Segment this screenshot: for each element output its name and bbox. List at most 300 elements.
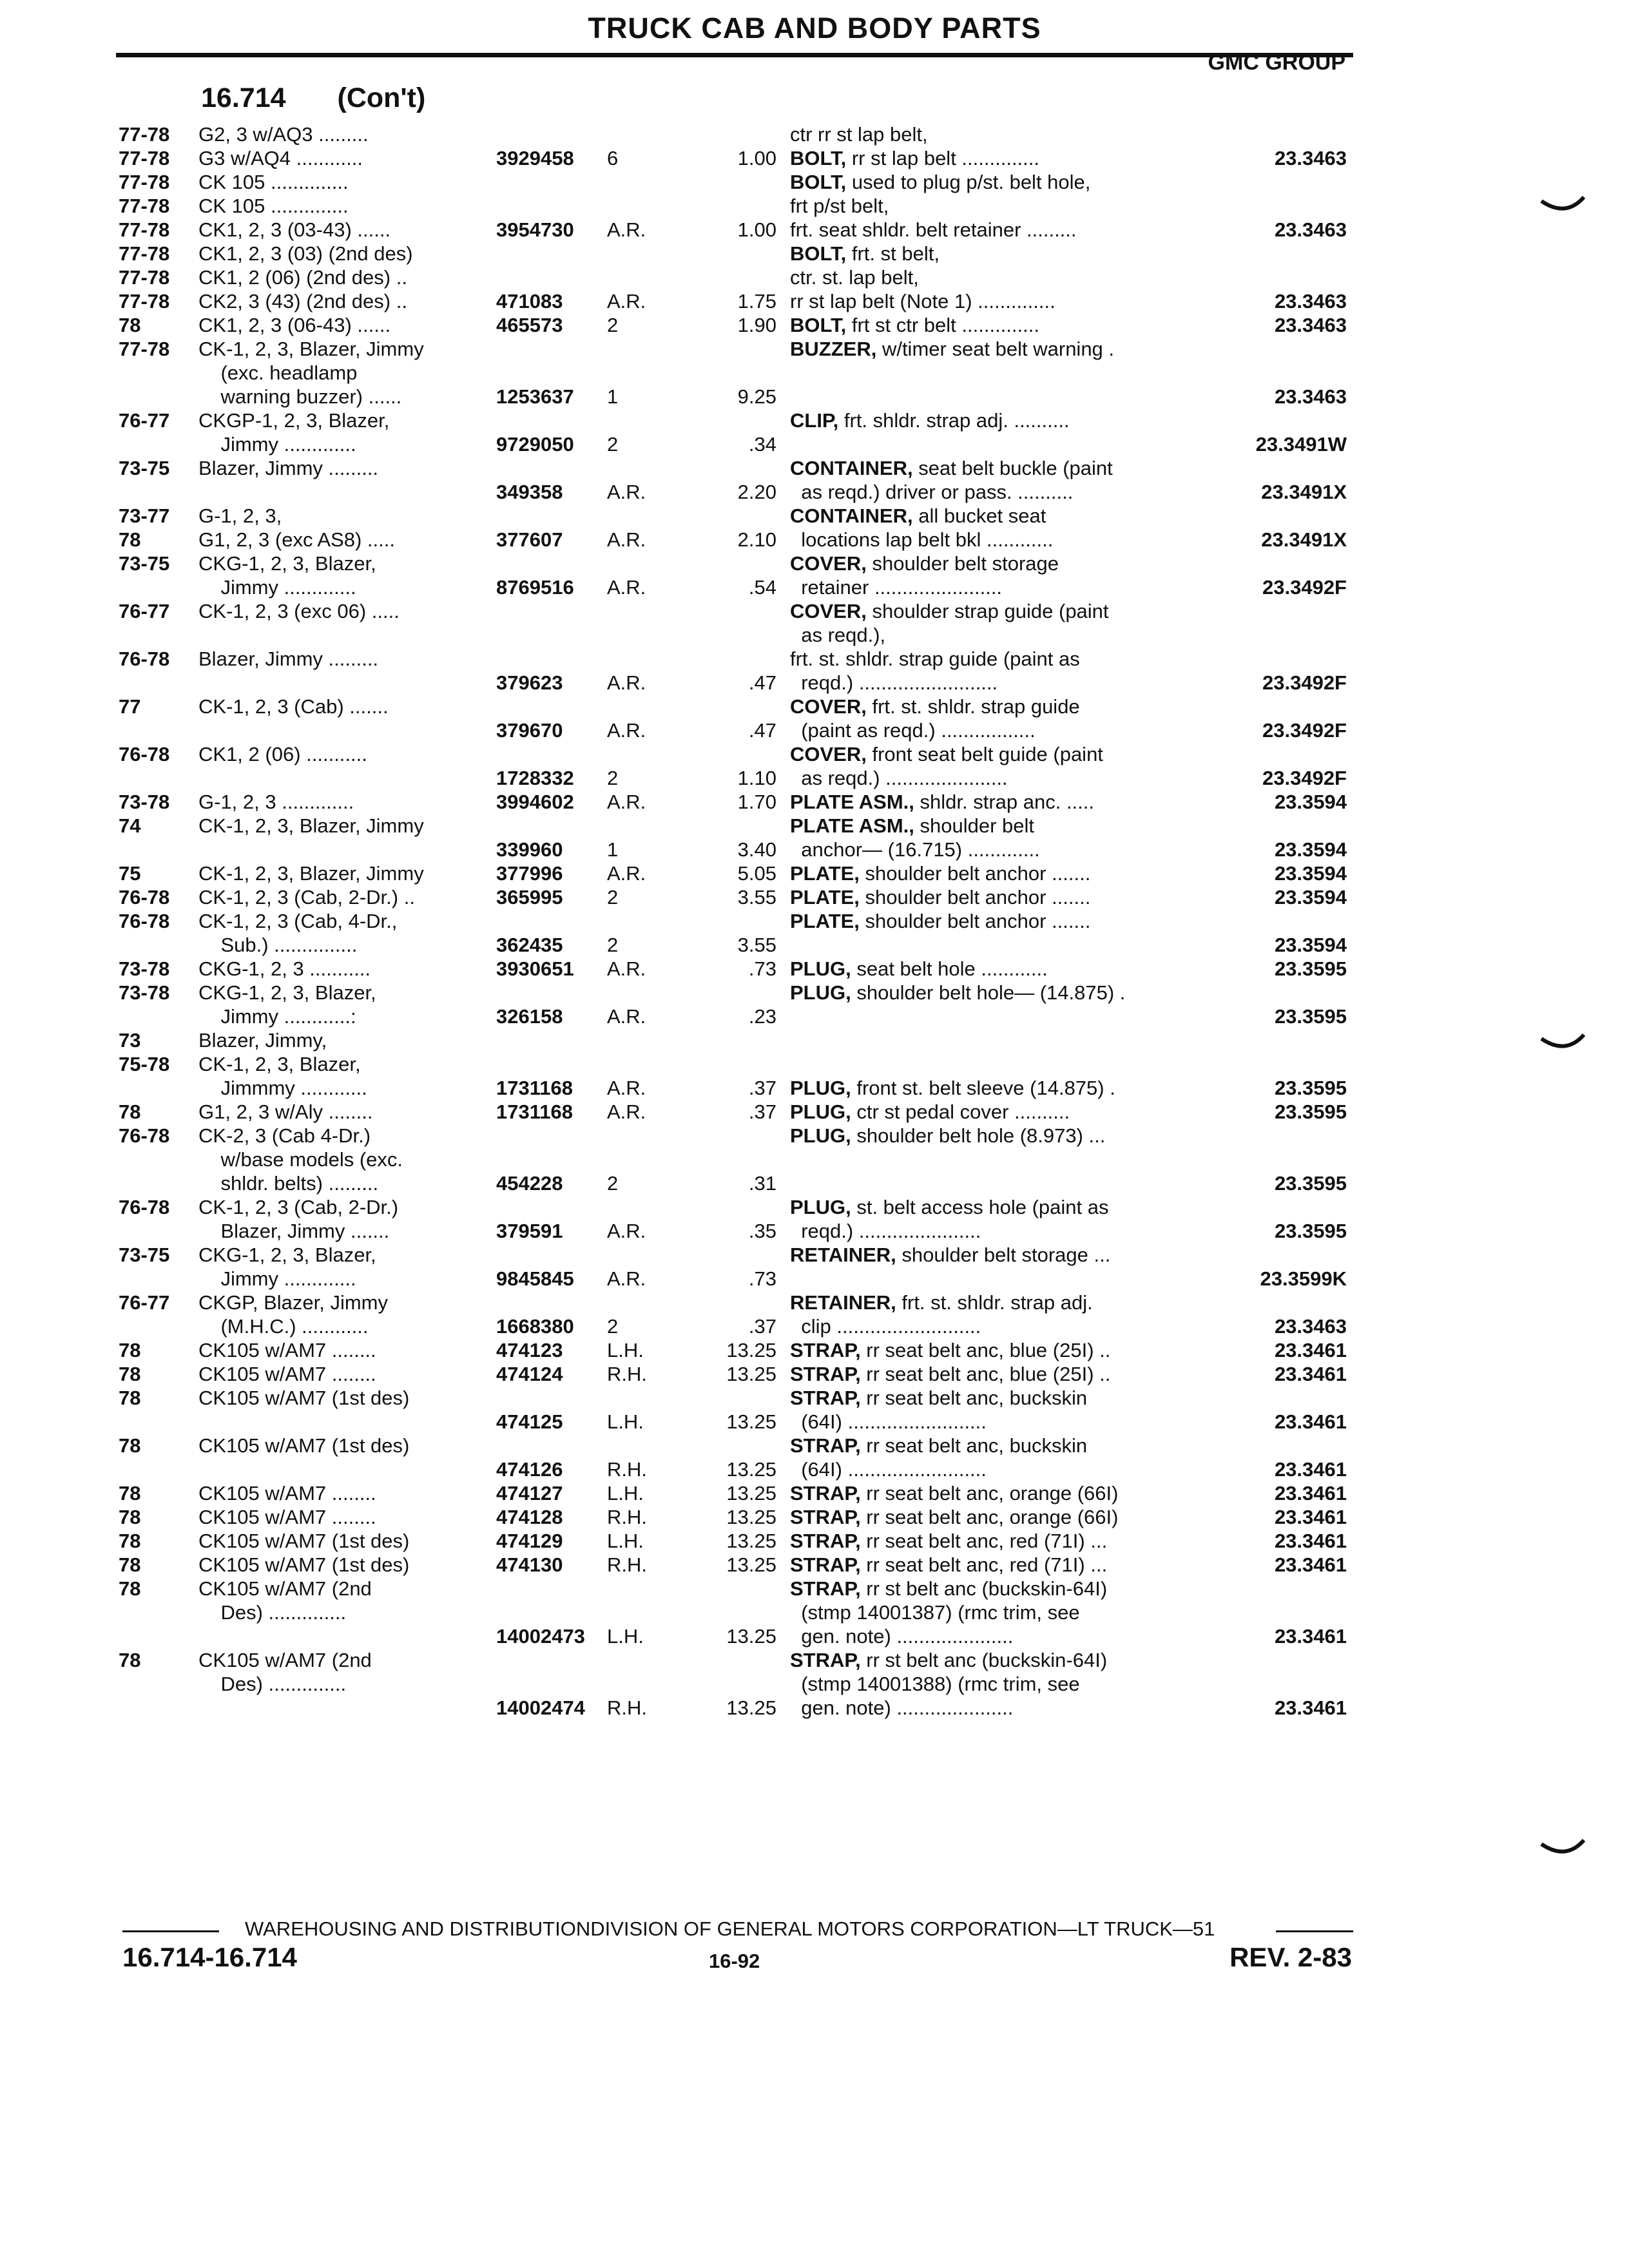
price: 13.25	[726, 1696, 776, 1719]
price: .37	[748, 1315, 776, 1338]
group-code: 23.3594	[1274, 838, 1347, 861]
model-year: 77-78	[119, 218, 170, 241]
model-application: Blazer, Jimmy, CK-1, 2, 3, Blazer,	[198, 1029, 361, 1075]
part-number: 1253637	[496, 385, 574, 408]
model-year: 73-78	[119, 981, 170, 1004]
price: 13.25	[726, 1530, 776, 1552]
table-row	[0, 146, 1629, 170]
part-number: 474129	[496, 1530, 563, 1552]
quantity-note: 2	[607, 433, 619, 456]
group-code: 23.3595	[1274, 1100, 1347, 1123]
group-code: 23.3461	[1274, 1482, 1347, 1504]
model-application: CK2, 3 (43) (2nd des) ..	[198, 290, 407, 312]
model-year: 78	[119, 1553, 141, 1576]
price: 13.25	[726, 1410, 776, 1433]
part-name: STRAP,	[790, 1387, 861, 1409]
model-application: CK1, 2 (06) (2nd des) ..	[198, 266, 407, 289]
part-number: 14002474	[496, 1696, 585, 1719]
model-year: 78	[119, 1100, 141, 1123]
part-description	[790, 313, 1202, 337]
table-row	[0, 1362, 1629, 1386]
part-number: 3954730	[496, 218, 574, 241]
model-application: CKGP-1, 2, 3, Blazer, Jimmy .............	[198, 409, 390, 456]
quantity-note: L.H.	[607, 1625, 644, 1648]
part-description	[790, 1076, 1202, 1100]
part-description	[790, 218, 1202, 242]
table-row	[0, 1291, 1629, 1338]
group-code: 23.3492F	[1262, 671, 1347, 694]
part-name: STRAP,	[790, 1482, 861, 1504]
group-code: 23.3463	[1274, 314, 1347, 336]
part-name: PLATE ASM.,	[790, 791, 914, 813]
model-application: CK 105 ..............	[198, 171, 349, 193]
quantity-note: A.R.	[607, 1220, 646, 1242]
part-name: CONTAINER,	[790, 505, 913, 527]
model-year: 76-77	[119, 600, 170, 622]
model-application: G2, 3 w/AQ3 .........	[198, 123, 369, 146]
part-description	[790, 1648, 1202, 1720]
part-name: PLUG,	[790, 957, 851, 980]
model-year: 78	[119, 1363, 141, 1385]
part-number: 9729050	[496, 433, 574, 456]
part-description	[790, 1505, 1202, 1529]
group-code: 23.3463	[1274, 218, 1347, 241]
group-code: 23.3491X	[1261, 528, 1347, 551]
model-year: 76-78	[119, 743, 170, 765]
part-detail: shoulder belt hole— (14.875) .	[851, 981, 1126, 1004]
price: .47	[748, 719, 776, 742]
model-application: CK 105 ..............	[198, 195, 349, 217]
table-row	[0, 742, 1629, 790]
price: 1.00	[737, 218, 776, 241]
model-application: G-1, 2, 3, G1, 2, 3 (exc AS8) .....	[198, 505, 395, 551]
model-application: CK105 w/AM7 ........	[198, 1363, 376, 1385]
model-year: 78	[119, 1649, 141, 1671]
margin-mark	[1540, 1031, 1585, 1057]
model-year: 76-78	[119, 1196, 170, 1218]
part-detail: frt st ctr belt ..............	[846, 314, 1039, 336]
part-description	[790, 122, 1202, 146]
quantity-note: 2	[607, 886, 619, 908]
part-detail: all bucket seat locations lap belt bkl ............	[801, 505, 1054, 551]
group-code: 23.3461	[1274, 1530, 1347, 1552]
part-description	[790, 1553, 1202, 1577]
table-row	[0, 1505, 1629, 1529]
part-detail: frt. seat shldr. belt retainer .........	[790, 218, 1077, 241]
model-year: 76-77	[119, 409, 170, 432]
group-code: 23.3594	[1274, 934, 1347, 956]
model-application: CK-1, 2, 3 (Cab) .......	[198, 695, 389, 718]
table-row	[0, 456, 1629, 504]
table-row	[0, 1553, 1629, 1577]
price: 13.25	[726, 1363, 776, 1385]
model-year: 78	[119, 314, 141, 336]
part-number: 474127	[496, 1482, 563, 1504]
model-year: 77-78	[119, 195, 170, 217]
quantity-note: A.R.	[607, 671, 646, 694]
part-detail: rr st lap belt (Note 1) ..............	[790, 290, 1055, 312]
part-detail: ctr st pedal cover ..........	[851, 1100, 1070, 1123]
model-year: 73-77 78	[119, 505, 170, 551]
part-name: PLUG,	[790, 1124, 851, 1147]
quantity-note: 2	[607, 1172, 619, 1195]
part-number: 339960	[496, 838, 563, 861]
model-application: CK-1, 2, 3 (Cab, 2-Dr.) Blazer, Jimmy .......	[198, 1196, 399, 1242]
table-row	[0, 170, 1629, 194]
part-description	[790, 1195, 1202, 1243]
model-year: 77-78	[119, 290, 170, 312]
model-year: 78	[119, 1482, 141, 1504]
price: .73	[748, 1267, 776, 1290]
part-number: 474126	[496, 1458, 563, 1481]
part-number: 8769516	[496, 576, 574, 599]
part-description	[790, 695, 1202, 742]
part-description	[790, 1124, 1202, 1148]
table-row	[0, 1434, 1629, 1481]
part-name: COVER,	[790, 695, 867, 718]
model-year: 78	[119, 1530, 141, 1552]
price: 3.40	[737, 838, 776, 861]
part-detail: rr seat belt anc, red (71I) ...	[860, 1530, 1108, 1552]
group-code: 23.3461	[1274, 1410, 1347, 1433]
part-name: PLATE,	[790, 862, 860, 885]
group-code: 23.3461	[1274, 1339, 1347, 1361]
price: .37	[748, 1100, 776, 1123]
price: 13.25	[726, 1458, 776, 1481]
table-row	[0, 1195, 1629, 1243]
table-row	[0, 1386, 1629, 1434]
model-application: CK-1, 2, 3 (exc 06) .....	[198, 600, 400, 622]
part-description	[790, 861, 1202, 885]
table-row	[0, 861, 1629, 885]
group-code: 23.3595	[1274, 1005, 1347, 1028]
part-description	[790, 1338, 1202, 1362]
part-detail: st. belt access hole (paint as reqd.) ......................	[801, 1196, 1109, 1242]
group-code: 23.3595	[1274, 1077, 1347, 1099]
part-detail: frt. st. shldr. strap adj. clip ..........................	[801, 1291, 1093, 1338]
quantity-note: 2	[607, 934, 619, 956]
model-application: CKG-1, 2, 3, Blazer, Jimmy .............	[198, 552, 376, 599]
part-name: BOLT,	[790, 147, 847, 169]
table-row	[0, 313, 1629, 337]
model-application: CK-1, 2, 3, Blazer, Jimmy (exc. headlamp warning buzzer) ......	[198, 338, 424, 408]
page-number: 16-92	[709, 1950, 760, 1972]
part-description	[790, 957, 1202, 981]
group-code: 23.3461	[1274, 1696, 1347, 1719]
quantity-note: R.H.	[607, 1696, 647, 1719]
model-application: Blazer, Jimmy .........	[198, 648, 379, 670]
price: .47	[748, 671, 776, 694]
model-application: CK105 w/AM7 (1st des)	[198, 1434, 410, 1457]
group-code: 23.3595	[1274, 1172, 1347, 1195]
page-title: TRUCK CAB AND BODY PARTS	[588, 12, 1041, 44]
group-code: 23.3492F	[1262, 719, 1347, 742]
footer-rule-right	[1276, 1930, 1353, 1932]
quantity-note: A.R.	[607, 218, 646, 241]
section-suffix: (Con't)	[337, 82, 426, 113]
model-application: CK-1, 2, 3, Blazer, Jimmy	[198, 862, 424, 885]
table-row	[0, 1100, 1629, 1124]
part-name: COVER,	[790, 743, 867, 765]
table-row	[0, 242, 1629, 265]
model-year: 73-78	[119, 957, 170, 980]
part-name: COVER,	[790, 600, 867, 622]
part-name: STRAP,	[790, 1577, 861, 1600]
quantity-note: A.R.	[607, 957, 646, 980]
quantity-note: R.H.	[607, 1506, 647, 1528]
part-detail: rr st belt anc (buckskin-64I) (stmp 14001388) (rmc trim, see gen. note) .....................	[801, 1649, 1108, 1719]
quantity-note: L.H.	[607, 1482, 644, 1504]
part-detail: shoulder belt anchor .......	[859, 862, 1091, 885]
margin-mark	[1540, 1836, 1585, 1862]
model-year: 77-78	[119, 147, 170, 169]
model-year: 77-78	[119, 123, 170, 146]
group-code: 23.3463	[1274, 290, 1347, 312]
part-number: 365995	[496, 886, 563, 908]
part-name: BUZZER,	[790, 338, 877, 360]
price: .31	[748, 1172, 776, 1195]
price: .37	[748, 1077, 776, 1099]
model-year: 76-78	[119, 1124, 170, 1147]
group-code: 23.3491X	[1261, 481, 1347, 503]
price: 1.10	[737, 767, 776, 789]
model-year: 73-75	[119, 552, 170, 575]
part-number: 379623	[496, 671, 563, 694]
part-number: 14002473	[496, 1625, 585, 1648]
part-name: BOLT,	[790, 314, 847, 336]
part-detail: rr seat belt anc, buckskin (64I) .........................	[801, 1434, 1088, 1481]
model-year: 76-78	[119, 910, 170, 932]
group-code: 23.3595	[1274, 1220, 1347, 1242]
part-detail: frt. st. shldr. strap guide (paint as reqd.) .................	[801, 695, 1080, 742]
model-year: 76-78	[119, 648, 170, 670]
group-code: 23.3492F	[1262, 576, 1347, 599]
part-name: STRAP,	[790, 1553, 861, 1576]
model-year: 73-78	[119, 791, 170, 813]
model-application: CK-1, 2, 3 (Cab, 2-Dr.) ..	[198, 886, 415, 908]
price: 1.00	[737, 147, 776, 169]
part-description	[790, 742, 1202, 790]
part-detail: rr seat belt anc, buckskin (64I) .........................	[801, 1387, 1088, 1433]
quantity-note: R.H.	[607, 1553, 647, 1576]
model-year: 78	[119, 1434, 141, 1457]
part-number: 377996	[496, 862, 563, 885]
part-detail: rr st lap belt ..............	[846, 147, 1040, 169]
part-number: 474125	[496, 1410, 563, 1433]
table-row	[0, 1481, 1629, 1505]
model-year: 77-78	[119, 338, 170, 360]
table-row	[0, 265, 1629, 289]
model-year: 77-78	[119, 171, 170, 193]
model-application: CK105 w/AM7 (1st des)	[198, 1387, 410, 1409]
table-row	[0, 218, 1629, 242]
part-detail: rr seat belt anc, orange (66I)	[860, 1506, 1119, 1528]
model-year: 73-75	[119, 457, 170, 479]
price: 5.05	[737, 862, 776, 885]
group-code: 23.3599K	[1260, 1267, 1347, 1290]
part-detail: rr seat belt anc, blue (25I) ..	[860, 1363, 1111, 1385]
part-detail: seat belt buckle (paint as reqd.) driver or pass. ..........	[801, 457, 1113, 503]
part-number: 3930651	[496, 957, 574, 980]
part-description	[790, 552, 1202, 599]
part-description	[790, 408, 1202, 432]
part-description	[790, 194, 1202, 218]
part-detail: rr st belt anc (buckskin-64I) (stmp 14001387) (rmc trim, see gen. note) .....................	[801, 1577, 1108, 1648]
part-detail: ctr. st. lap belt,	[790, 266, 919, 289]
footer-rule-left	[122, 1930, 219, 1932]
part-detail: front st. belt sleeve (14.875) .	[851, 1077, 1115, 1099]
model-application: CKG-1, 2, 3 ...........	[198, 957, 371, 980]
part-detail: rr seat belt anc, red (71I) ...	[860, 1553, 1108, 1576]
model-application: CK-2, 3 (Cab 4-Dr.) w/base models (exc. shldr. belts) .........	[198, 1124, 403, 1195]
part-detail: shoulder belt storage ...	[896, 1244, 1111, 1266]
margin-mark	[1540, 193, 1585, 219]
table-row	[0, 1577, 1629, 1648]
quantity-note: A.R.	[607, 862, 646, 885]
table-row	[0, 599, 1629, 647]
part-description	[790, 814, 1202, 861]
part-name: RETAINER,	[790, 1244, 896, 1266]
table-row	[0, 1529, 1629, 1553]
group-code: 23.3461	[1274, 1506, 1347, 1528]
quantity-note: R.H.	[607, 1458, 647, 1481]
part-description	[790, 337, 1202, 361]
part-name: CLIP,	[790, 409, 839, 432]
part-number: 379591	[496, 1220, 563, 1242]
section-number: 16.714	[201, 82, 286, 113]
quantity-note: 1	[607, 385, 619, 408]
part-detail: shoulder belt anchor— (16.715) .............	[801, 814, 1040, 861]
table-row	[0, 981, 1629, 1028]
model-application: CKGP, Blazer, Jimmy (M.H.C.) ............	[198, 1291, 389, 1338]
price: 13.25	[726, 1553, 776, 1576]
model-year: 76-78	[119, 886, 170, 908]
group-code: 23.3594	[1274, 862, 1347, 885]
model-year: 78	[119, 1506, 141, 1528]
part-name: PLUG,	[790, 1100, 851, 1123]
part-name: STRAP,	[790, 1530, 861, 1552]
model-application: CK1, 2, 3 (03) (2nd des)	[198, 242, 413, 265]
model-year: 78	[119, 1339, 141, 1361]
quantity-note: A.R.	[607, 528, 646, 551]
part-detail: seat belt hole ............	[851, 957, 1048, 980]
group-code: 23.3463	[1274, 147, 1347, 169]
part-description	[790, 170, 1202, 194]
quantity-note: A.R.	[607, 791, 646, 813]
quantity-note: 1	[607, 838, 619, 861]
part-detail: frt. st belt,	[846, 242, 940, 265]
group-code: 23.3463	[1274, 1315, 1347, 1338]
part-name: BOLT,	[790, 242, 847, 265]
quantity-note: A.R.	[607, 1100, 646, 1123]
model-application: CK-1, 2, 3 (Cab, 4-Dr., Sub.) ...............	[198, 910, 398, 956]
part-detail: shoulder belt anchor .......	[859, 910, 1091, 932]
price: 1.75	[737, 290, 776, 312]
part-detail: frt. st. shldr. strap guide (paint as reqd.) .........................	[790, 648, 1080, 694]
part-description	[790, 289, 1202, 313]
model-application: CKG-1, 2, 3, Blazer, Jimmy .............	[198, 1244, 376, 1290]
price: 13.25	[726, 1482, 776, 1504]
quantity-note: A.R.	[607, 1077, 646, 1099]
quantity-note: A.R.	[607, 1005, 646, 1028]
group-code: 23.3595	[1274, 957, 1347, 980]
table-row	[0, 1028, 1629, 1076]
part-description	[790, 456, 1202, 504]
price: 1.90	[737, 314, 776, 336]
quantity-note: A.R.	[607, 481, 646, 503]
part-description	[790, 1243, 1202, 1267]
part-number: 474123	[496, 1339, 563, 1361]
table-row	[0, 1243, 1629, 1291]
part-detail: rr seat belt anc, blue (25I) ..	[860, 1339, 1111, 1361]
part-number: 3994602	[496, 791, 574, 813]
model-application: CK105 w/AM7 ........	[198, 1506, 376, 1528]
model-application: G3 w/AQ4 ............	[198, 147, 363, 169]
part-number: 349358	[496, 481, 563, 503]
part-description	[790, 981, 1202, 1004]
part-detail: w/timer seat belt warning .	[876, 338, 1115, 360]
model-year: 78	[119, 1577, 141, 1600]
part-number: 1731168	[496, 1100, 573, 1123]
price: 2.20	[737, 481, 776, 503]
model-application: CK105 w/AM7 (2nd Des) ..............	[198, 1649, 372, 1695]
price: 3.55	[737, 934, 776, 956]
part-number: 3929458	[496, 147, 574, 169]
quantity-note: A.R.	[607, 576, 646, 599]
model-application: CK105 w/AM7 ........	[198, 1339, 376, 1361]
table-row	[0, 814, 1629, 861]
part-description	[790, 1291, 1202, 1338]
group-code: 23.3461	[1274, 1625, 1347, 1648]
quantity-note: 6	[607, 147, 619, 169]
part-name: STRAP,	[790, 1339, 861, 1361]
part-description	[790, 1577, 1202, 1648]
footer-text: WAREHOUSING AND DISTRIBUTIONDIVISION OF GENERAL MOTORS CORPORATION—LT TRUCK—51	[245, 1917, 1215, 1940]
reference-range: 16.714-16.714	[122, 1942, 297, 1972]
part-detail: ctr rr st lap belt,	[790, 123, 928, 146]
quantity-note: 2	[607, 1315, 619, 1338]
model-application: CK1, 2, 3 (06-43) ......	[198, 314, 391, 336]
part-number: 377607	[496, 528, 563, 551]
table-row	[0, 552, 1629, 599]
model-year: 77-78	[119, 242, 170, 265]
part-name: STRAP,	[790, 1434, 861, 1457]
part-name: STRAP,	[790, 1649, 861, 1671]
group-code: 23.3491W	[1255, 433, 1347, 456]
table-row	[0, 1648, 1629, 1720]
model-application: CK105 w/AM7 (1st des)	[198, 1553, 410, 1576]
part-number: 454228	[496, 1172, 563, 1195]
price: 13.25	[726, 1339, 776, 1361]
part-detail: rr seat belt anc, orange (66I)	[860, 1482, 1119, 1504]
part-number: 474124	[496, 1363, 563, 1385]
part-description	[790, 504, 1202, 552]
part-number: 474130	[496, 1553, 563, 1576]
table-row	[0, 885, 1629, 909]
model-year: 77	[119, 695, 141, 718]
part-detail: shoulder belt anchor .......	[859, 886, 1091, 908]
part-number: 1731168	[496, 1077, 573, 1099]
table-row	[0, 1338, 1629, 1362]
table-row	[0, 1076, 1629, 1100]
table-row	[0, 957, 1629, 981]
part-description	[790, 599, 1202, 647]
part-number: 9845845	[496, 1267, 574, 1290]
part-description	[790, 242, 1202, 265]
part-number: 474128	[496, 1506, 563, 1528]
quantity-note: R.H.	[607, 1363, 647, 1385]
part-description	[790, 1434, 1202, 1481]
